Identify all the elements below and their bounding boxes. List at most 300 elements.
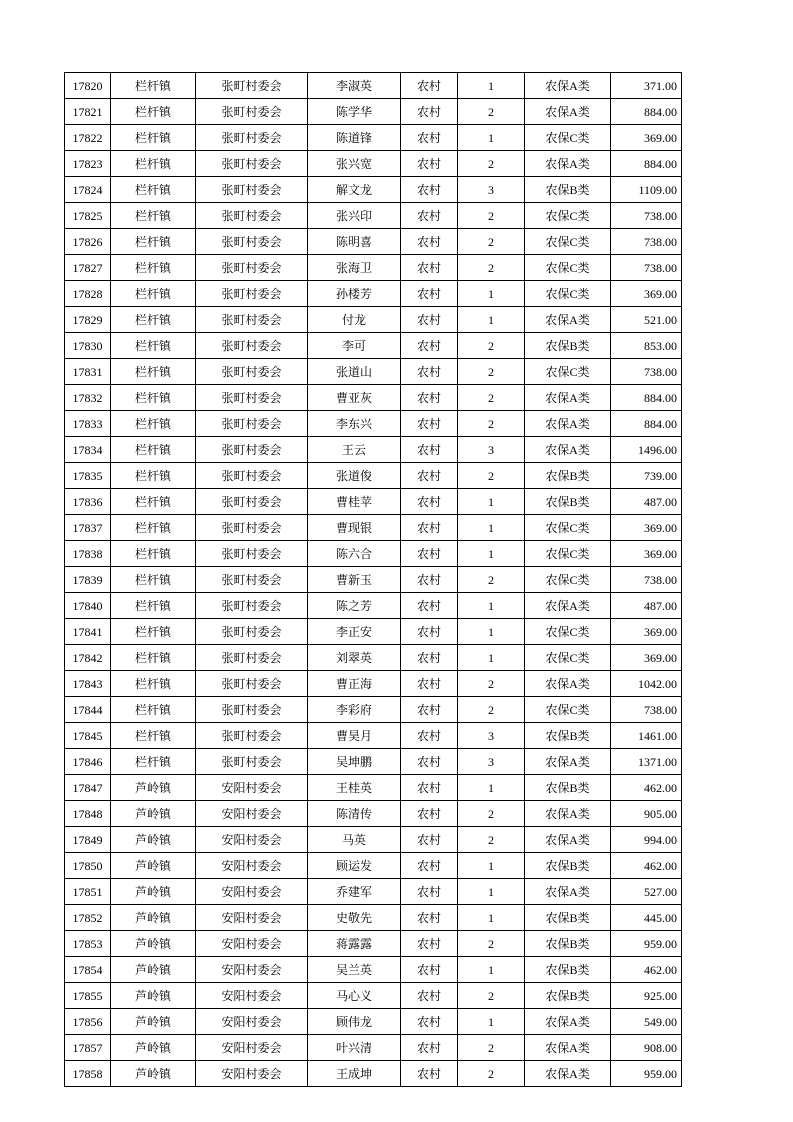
cell-village: 安阳村委会 bbox=[196, 827, 308, 853]
cell-town: 栏杆镇 bbox=[111, 99, 196, 125]
cell-name: 付龙 bbox=[308, 307, 401, 333]
cell-count: 2 bbox=[458, 463, 525, 489]
cell-town: 栏杆镇 bbox=[111, 255, 196, 281]
cell-village: 张町村委会 bbox=[196, 515, 308, 541]
table-row bbox=[65, 749, 682, 775]
cell-type: 农村 bbox=[401, 177, 458, 203]
cell-category: 农保A类 bbox=[525, 151, 611, 177]
cell-category: 农保B类 bbox=[525, 463, 611, 489]
cell-type: 农村 bbox=[401, 255, 458, 281]
cell-id: 17821 bbox=[65, 99, 111, 125]
cell-id: 17834 bbox=[65, 437, 111, 463]
cell-village: 安阳村委会 bbox=[196, 853, 308, 879]
cell-village: 张町村委会 bbox=[196, 99, 308, 125]
cell-id: 17820 bbox=[65, 73, 111, 99]
cell-category: 农保B类 bbox=[525, 775, 611, 801]
cell-category: 农保C类 bbox=[525, 619, 611, 645]
cell-amount: 1109.00 bbox=[611, 177, 682, 203]
cell-category: 农保C类 bbox=[525, 281, 611, 307]
cell-town: 芦岭镇 bbox=[111, 931, 196, 957]
table-row bbox=[65, 229, 682, 255]
cell-village: 张町村委会 bbox=[196, 541, 308, 567]
cell-town: 栏杆镇 bbox=[111, 229, 196, 255]
cell-village: 安阳村委会 bbox=[196, 905, 308, 931]
cell-type: 农村 bbox=[401, 619, 458, 645]
cell-count: 1 bbox=[458, 1009, 525, 1035]
cell-village: 张町村委会 bbox=[196, 489, 308, 515]
cell-count: 1 bbox=[458, 853, 525, 879]
cell-name: 王云 bbox=[308, 437, 401, 463]
table-row bbox=[65, 333, 682, 359]
table-row bbox=[65, 645, 682, 671]
table-row bbox=[65, 775, 682, 801]
cell-count: 2 bbox=[458, 801, 525, 827]
cell-amount: 445.00 bbox=[611, 905, 682, 931]
cell-village: 张町村委会 bbox=[196, 73, 308, 99]
cell-name: 陈道锋 bbox=[308, 125, 401, 151]
table-row bbox=[65, 983, 682, 1009]
table-row bbox=[65, 281, 682, 307]
cell-id: 17825 bbox=[65, 203, 111, 229]
cell-id: 17832 bbox=[65, 385, 111, 411]
table-row bbox=[65, 203, 682, 229]
cell-name: 李可 bbox=[308, 333, 401, 359]
cell-id: 17837 bbox=[65, 515, 111, 541]
cell-village: 安阳村委会 bbox=[196, 1009, 308, 1035]
cell-name: 张兴印 bbox=[308, 203, 401, 229]
cell-village: 张町村委会 bbox=[196, 619, 308, 645]
cell-count: 2 bbox=[458, 203, 525, 229]
cell-amount: 925.00 bbox=[611, 983, 682, 1009]
cell-amount: 908.00 bbox=[611, 1035, 682, 1061]
table-row bbox=[65, 1009, 682, 1035]
cell-category: 农保C类 bbox=[525, 125, 611, 151]
cell-count: 1 bbox=[458, 281, 525, 307]
table-row bbox=[65, 151, 682, 177]
table-row bbox=[65, 437, 682, 463]
cell-name: 叶兴清 bbox=[308, 1035, 401, 1061]
cell-name: 孙楼芳 bbox=[308, 281, 401, 307]
cell-count: 1 bbox=[458, 489, 525, 515]
cell-amount: 369.00 bbox=[611, 515, 682, 541]
cell-name: 李彩府 bbox=[308, 697, 401, 723]
cell-town: 栏杆镇 bbox=[111, 723, 196, 749]
cell-amount: 369.00 bbox=[611, 125, 682, 151]
cell-category: 农保A类 bbox=[525, 1061, 611, 1087]
table-row bbox=[65, 619, 682, 645]
cell-village: 安阳村委会 bbox=[196, 957, 308, 983]
cell-count: 2 bbox=[458, 151, 525, 177]
cell-town: 芦岭镇 bbox=[111, 983, 196, 1009]
cell-category: 农保A类 bbox=[525, 1035, 611, 1061]
cell-town: 栏杆镇 bbox=[111, 489, 196, 515]
cell-amount: 487.00 bbox=[611, 489, 682, 515]
cell-type: 农村 bbox=[401, 73, 458, 99]
cell-amount: 738.00 bbox=[611, 203, 682, 229]
cell-village: 安阳村委会 bbox=[196, 1035, 308, 1061]
cell-amount: 738.00 bbox=[611, 697, 682, 723]
cell-amount: 959.00 bbox=[611, 931, 682, 957]
cell-town: 芦岭镇 bbox=[111, 1009, 196, 1035]
cell-name: 曹现银 bbox=[308, 515, 401, 541]
cell-count: 2 bbox=[458, 229, 525, 255]
cell-type: 农村 bbox=[401, 645, 458, 671]
table-row bbox=[65, 125, 682, 151]
cell-town: 芦岭镇 bbox=[111, 905, 196, 931]
cell-name: 王成坤 bbox=[308, 1061, 401, 1087]
cell-category: 农保B类 bbox=[525, 333, 611, 359]
cell-amount: 884.00 bbox=[611, 151, 682, 177]
cell-type: 农村 bbox=[401, 385, 458, 411]
table-row bbox=[65, 73, 682, 99]
cell-amount: 905.00 bbox=[611, 801, 682, 827]
cell-type: 农村 bbox=[401, 827, 458, 853]
cell-count: 1 bbox=[458, 73, 525, 99]
cell-name: 李东兴 bbox=[308, 411, 401, 437]
cell-id: 17827 bbox=[65, 255, 111, 281]
cell-category: 农保C类 bbox=[525, 255, 611, 281]
cell-village: 张町村委会 bbox=[196, 281, 308, 307]
cell-amount: 369.00 bbox=[611, 645, 682, 671]
cell-town: 栏杆镇 bbox=[111, 333, 196, 359]
cell-amount: 738.00 bbox=[611, 255, 682, 281]
table-row bbox=[65, 931, 682, 957]
cell-name: 陈六合 bbox=[308, 541, 401, 567]
cell-type: 农村 bbox=[401, 463, 458, 489]
cell-village: 张町村委会 bbox=[196, 255, 308, 281]
cell-amount: 1461.00 bbox=[611, 723, 682, 749]
cell-name: 曹新玉 bbox=[308, 567, 401, 593]
cell-type: 农村 bbox=[401, 775, 458, 801]
cell-type: 农村 bbox=[401, 125, 458, 151]
cell-count: 2 bbox=[458, 931, 525, 957]
cell-category: 农保B类 bbox=[525, 931, 611, 957]
cell-town: 栏杆镇 bbox=[111, 73, 196, 99]
cell-type: 农村 bbox=[401, 281, 458, 307]
cell-village: 张町村委会 bbox=[196, 567, 308, 593]
cell-count: 2 bbox=[458, 255, 525, 281]
cell-amount: 369.00 bbox=[611, 281, 682, 307]
cell-category: 农保C类 bbox=[525, 515, 611, 541]
cell-id: 17851 bbox=[65, 879, 111, 905]
cell-count: 2 bbox=[458, 1061, 525, 1087]
cell-village: 安阳村委会 bbox=[196, 983, 308, 1009]
cell-id: 17842 bbox=[65, 645, 111, 671]
cell-type: 农村 bbox=[401, 983, 458, 1009]
cell-type: 农村 bbox=[401, 957, 458, 983]
cell-name: 吴兰英 bbox=[308, 957, 401, 983]
cell-id: 17847 bbox=[65, 775, 111, 801]
cell-category: 农保A类 bbox=[525, 749, 611, 775]
cell-village: 张町村委会 bbox=[196, 385, 308, 411]
table-row bbox=[65, 307, 682, 333]
cell-id: 17823 bbox=[65, 151, 111, 177]
cell-count: 1 bbox=[458, 593, 525, 619]
cell-id: 17840 bbox=[65, 593, 111, 619]
cell-amount: 994.00 bbox=[611, 827, 682, 853]
cell-amount: 738.00 bbox=[611, 359, 682, 385]
cell-name: 蒋露露 bbox=[308, 931, 401, 957]
cell-village: 张町村委会 bbox=[196, 359, 308, 385]
cell-count: 2 bbox=[458, 697, 525, 723]
cell-id: 17829 bbox=[65, 307, 111, 333]
cell-type: 农村 bbox=[401, 905, 458, 931]
table-row bbox=[65, 697, 682, 723]
table-row bbox=[65, 957, 682, 983]
table-row bbox=[65, 359, 682, 385]
cell-category: 农保A类 bbox=[525, 671, 611, 697]
cell-town: 芦岭镇 bbox=[111, 879, 196, 905]
cell-id: 17850 bbox=[65, 853, 111, 879]
table-row bbox=[65, 1035, 682, 1061]
cell-village: 安阳村委会 bbox=[196, 775, 308, 801]
cell-category: 农保B类 bbox=[525, 983, 611, 1009]
cell-amount: 549.00 bbox=[611, 1009, 682, 1035]
cell-village: 安阳村委会 bbox=[196, 931, 308, 957]
cell-village: 张町村委会 bbox=[196, 723, 308, 749]
cell-village: 张町村委会 bbox=[196, 593, 308, 619]
table-row bbox=[65, 879, 682, 905]
cell-village: 张町村委会 bbox=[196, 307, 308, 333]
cell-count: 3 bbox=[458, 723, 525, 749]
cell-name: 陈明喜 bbox=[308, 229, 401, 255]
cell-type: 农村 bbox=[401, 489, 458, 515]
cell-id: 17822 bbox=[65, 125, 111, 151]
cell-id: 17828 bbox=[65, 281, 111, 307]
cell-category: 农保A类 bbox=[525, 437, 611, 463]
cell-count: 2 bbox=[458, 411, 525, 437]
cell-id: 17831 bbox=[65, 359, 111, 385]
cell-id: 17830 bbox=[65, 333, 111, 359]
cell-count: 1 bbox=[458, 905, 525, 931]
cell-id: 17852 bbox=[65, 905, 111, 931]
cell-type: 农村 bbox=[401, 151, 458, 177]
cell-town: 芦岭镇 bbox=[111, 957, 196, 983]
cell-category: 农保A类 bbox=[525, 385, 611, 411]
cell-id: 17843 bbox=[65, 671, 111, 697]
cell-town: 栏杆镇 bbox=[111, 359, 196, 385]
cell-category: 农保A类 bbox=[525, 73, 611, 99]
cell-amount: 487.00 bbox=[611, 593, 682, 619]
cell-count: 2 bbox=[458, 385, 525, 411]
table-row bbox=[65, 567, 682, 593]
cell-amount: 1042.00 bbox=[611, 671, 682, 697]
cell-amount: 369.00 bbox=[611, 541, 682, 567]
cell-count: 2 bbox=[458, 99, 525, 125]
cell-amount: 739.00 bbox=[611, 463, 682, 489]
table-row bbox=[65, 593, 682, 619]
table-row bbox=[65, 723, 682, 749]
cell-id: 17855 bbox=[65, 983, 111, 1009]
cell-name: 陈学华 bbox=[308, 99, 401, 125]
cell-count: 2 bbox=[458, 333, 525, 359]
table-row bbox=[65, 801, 682, 827]
cell-count: 2 bbox=[458, 827, 525, 853]
cell-town: 栏杆镇 bbox=[111, 203, 196, 229]
cell-town: 芦岭镇 bbox=[111, 853, 196, 879]
cell-name: 顾运发 bbox=[308, 853, 401, 879]
cell-village: 张町村委会 bbox=[196, 177, 308, 203]
cell-village: 张町村委会 bbox=[196, 671, 308, 697]
cell-name: 史敬先 bbox=[308, 905, 401, 931]
cell-village: 安阳村委会 bbox=[196, 801, 308, 827]
cell-count: 1 bbox=[458, 645, 525, 671]
cell-type: 农村 bbox=[401, 593, 458, 619]
cell-village: 张町村委会 bbox=[196, 463, 308, 489]
cell-town: 栏杆镇 bbox=[111, 437, 196, 463]
cell-type: 农村 bbox=[401, 1009, 458, 1035]
table-row bbox=[65, 463, 682, 489]
benefits-table bbox=[64, 72, 682, 1087]
cell-amount: 853.00 bbox=[611, 333, 682, 359]
cell-count: 3 bbox=[458, 749, 525, 775]
cell-town: 栏杆镇 bbox=[111, 463, 196, 489]
cell-name: 陈清传 bbox=[308, 801, 401, 827]
cell-town: 栏杆镇 bbox=[111, 281, 196, 307]
cell-type: 农村 bbox=[401, 515, 458, 541]
cell-category: 农保C类 bbox=[525, 359, 611, 385]
cell-id: 17849 bbox=[65, 827, 111, 853]
cell-category: 农保A类 bbox=[525, 411, 611, 437]
table-row bbox=[65, 411, 682, 437]
cell-category: 农保C类 bbox=[525, 645, 611, 671]
cell-name: 乔建军 bbox=[308, 879, 401, 905]
cell-id: 17848 bbox=[65, 801, 111, 827]
cell-id: 17853 bbox=[65, 931, 111, 957]
cell-id: 17836 bbox=[65, 489, 111, 515]
cell-type: 农村 bbox=[401, 567, 458, 593]
cell-category: 农保C类 bbox=[525, 567, 611, 593]
cell-town: 芦岭镇 bbox=[111, 1035, 196, 1061]
cell-id: 17841 bbox=[65, 619, 111, 645]
cell-count: 3 bbox=[458, 177, 525, 203]
cell-name: 马心义 bbox=[308, 983, 401, 1009]
cell-id: 17839 bbox=[65, 567, 111, 593]
cell-village: 张町村委会 bbox=[196, 411, 308, 437]
cell-id: 17854 bbox=[65, 957, 111, 983]
cell-name: 张兴宽 bbox=[308, 151, 401, 177]
cell-amount: 462.00 bbox=[611, 957, 682, 983]
cell-type: 农村 bbox=[401, 853, 458, 879]
cell-category: 农保C类 bbox=[525, 697, 611, 723]
cell-name: 曹桂苹 bbox=[308, 489, 401, 515]
cell-category: 农保A类 bbox=[525, 593, 611, 619]
table-row bbox=[65, 905, 682, 931]
cell-category: 农保C类 bbox=[525, 541, 611, 567]
cell-amount: 884.00 bbox=[611, 411, 682, 437]
cell-town: 栏杆镇 bbox=[111, 749, 196, 775]
cell-category: 农保A类 bbox=[525, 99, 611, 125]
cell-village: 张町村委会 bbox=[196, 229, 308, 255]
cell-name: 张道俊 bbox=[308, 463, 401, 489]
cell-town: 芦岭镇 bbox=[111, 801, 196, 827]
cell-category: 农保A类 bbox=[525, 1009, 611, 1035]
table-row bbox=[65, 385, 682, 411]
cell-town: 芦岭镇 bbox=[111, 1061, 196, 1087]
cell-name: 顾伟龙 bbox=[308, 1009, 401, 1035]
cell-type: 农村 bbox=[401, 749, 458, 775]
cell-type: 农村 bbox=[401, 203, 458, 229]
cell-count: 1 bbox=[458, 125, 525, 151]
cell-type: 农村 bbox=[401, 1061, 458, 1087]
cell-town: 栏杆镇 bbox=[111, 593, 196, 619]
table-row bbox=[65, 489, 682, 515]
cell-name: 李正安 bbox=[308, 619, 401, 645]
cell-name: 张道山 bbox=[308, 359, 401, 385]
cell-id: 17826 bbox=[65, 229, 111, 255]
cell-type: 农村 bbox=[401, 359, 458, 385]
cell-id: 17845 bbox=[65, 723, 111, 749]
cell-town: 栏杆镇 bbox=[111, 515, 196, 541]
cell-category: 农保A类 bbox=[525, 827, 611, 853]
cell-type: 农村 bbox=[401, 437, 458, 463]
cell-category: 农保B类 bbox=[525, 489, 611, 515]
cell-type: 农村 bbox=[401, 99, 458, 125]
cell-name: 曹亚灰 bbox=[308, 385, 401, 411]
cell-type: 农村 bbox=[401, 307, 458, 333]
cell-type: 农村 bbox=[401, 333, 458, 359]
cell-village: 张町村委会 bbox=[196, 645, 308, 671]
cell-count: 2 bbox=[458, 671, 525, 697]
cell-category: 农保B类 bbox=[525, 723, 611, 749]
cell-amount: 369.00 bbox=[611, 619, 682, 645]
cell-name: 李淑英 bbox=[308, 73, 401, 99]
cell-town: 栏杆镇 bbox=[111, 671, 196, 697]
cell-type: 农村 bbox=[401, 723, 458, 749]
cell-id: 17824 bbox=[65, 177, 111, 203]
cell-id: 17846 bbox=[65, 749, 111, 775]
cell-count: 1 bbox=[458, 879, 525, 905]
cell-town: 栏杆镇 bbox=[111, 125, 196, 151]
cell-category: 农保B类 bbox=[525, 177, 611, 203]
cell-town: 栏杆镇 bbox=[111, 645, 196, 671]
cell-id: 17857 bbox=[65, 1035, 111, 1061]
cell-village: 张町村委会 bbox=[196, 697, 308, 723]
cell-village: 张町村委会 bbox=[196, 203, 308, 229]
cell-village: 张町村委会 bbox=[196, 749, 308, 775]
cell-id: 17856 bbox=[65, 1009, 111, 1035]
cell-village: 张町村委会 bbox=[196, 333, 308, 359]
table-row bbox=[65, 853, 682, 879]
cell-id: 17833 bbox=[65, 411, 111, 437]
table-row bbox=[65, 99, 682, 125]
cell-town: 栏杆镇 bbox=[111, 541, 196, 567]
cell-type: 农村 bbox=[401, 879, 458, 905]
cell-count: 2 bbox=[458, 983, 525, 1009]
cell-name: 张海卫 bbox=[308, 255, 401, 281]
cell-village: 张町村委会 bbox=[196, 151, 308, 177]
cell-count: 1 bbox=[458, 515, 525, 541]
cell-village: 安阳村委会 bbox=[196, 879, 308, 905]
cell-town: 芦岭镇 bbox=[111, 775, 196, 801]
cell-name: 解文龙 bbox=[308, 177, 401, 203]
cell-id: 17858 bbox=[65, 1061, 111, 1087]
cell-town: 栏杆镇 bbox=[111, 697, 196, 723]
cell-category: 农保B类 bbox=[525, 957, 611, 983]
cell-amount: 884.00 bbox=[611, 99, 682, 125]
cell-name: 马英 bbox=[308, 827, 401, 853]
cell-category: 农保A类 bbox=[525, 879, 611, 905]
cell-count: 2 bbox=[458, 359, 525, 385]
cell-town: 栏杆镇 bbox=[111, 307, 196, 333]
cell-type: 农村 bbox=[401, 229, 458, 255]
cell-amount: 959.00 bbox=[611, 1061, 682, 1087]
cell-category: 农保C类 bbox=[525, 229, 611, 255]
table-body bbox=[65, 73, 682, 1087]
cell-name: 陈之芳 bbox=[308, 593, 401, 619]
table-row bbox=[65, 541, 682, 567]
cell-count: 3 bbox=[458, 437, 525, 463]
